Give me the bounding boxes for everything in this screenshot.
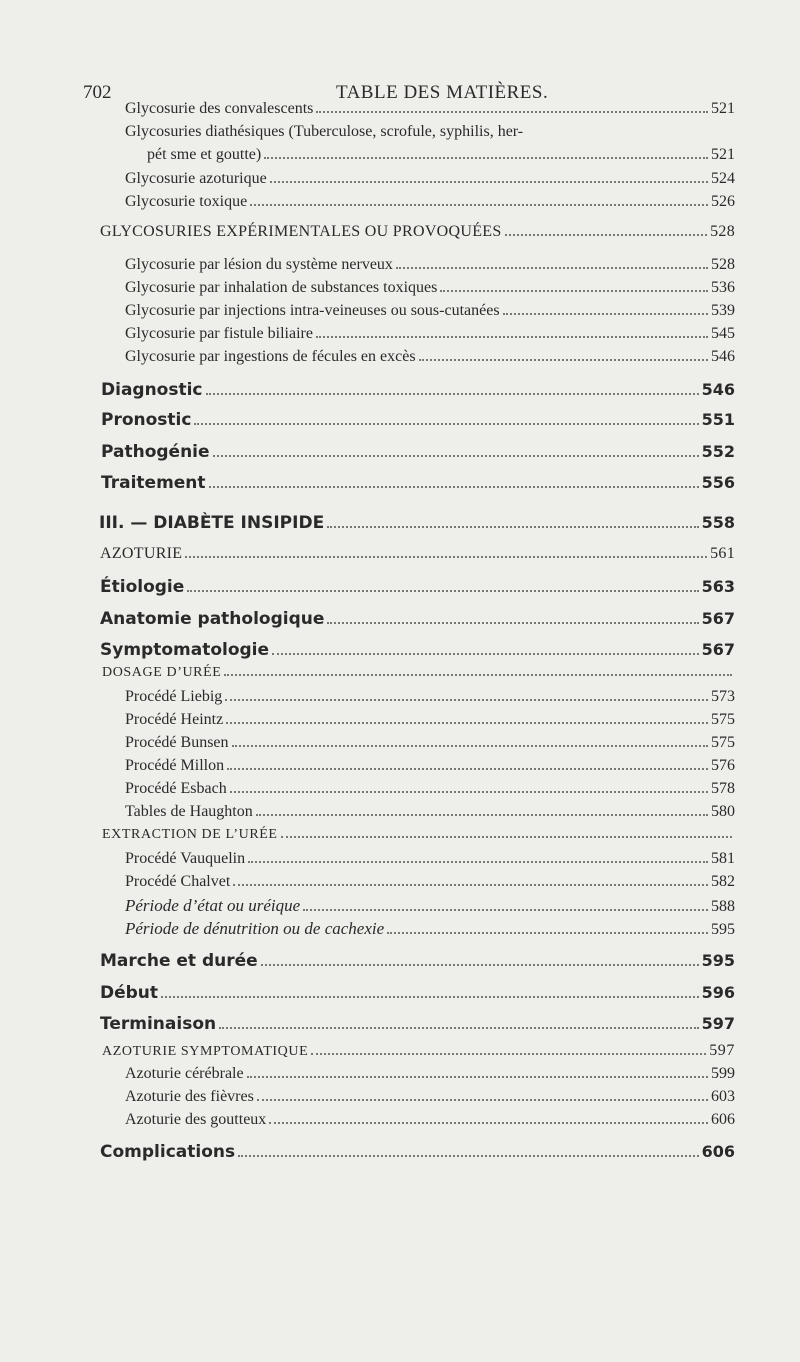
leader-dots (316, 336, 708, 338)
toc-entry[interactable]: Glycosurie par inhalation de substances toxiques 536 (125, 279, 735, 296)
leader-dots (387, 932, 708, 934)
toc-section-heading[interactable]: GLYCOSURIES EXPÉRIMENTALES OU PROVOQUÉES 528 (100, 223, 735, 240)
toc-entry[interactable]: Azoturie cérébrale 599 (125, 1065, 735, 1082)
leader-dots (206, 393, 699, 395)
running-title: TABLE DES MATIÈRES. (336, 82, 549, 103)
toc-entry[interactable]: pét sme et goutte) 521 (147, 146, 735, 163)
toc-entry[interactable]: Glycosurie toxique 526 (125, 193, 735, 210)
toc-chapter-heading[interactable]: III. — DIABÈTE INSIPIDE 558 (99, 513, 735, 533)
leader-dots (419, 359, 708, 361)
leader-dots (225, 699, 708, 701)
leader-dots (396, 267, 708, 269)
leader-dots (194, 423, 698, 425)
leader-dots (226, 722, 708, 724)
toc-bold-entry[interactable]: Traitement 556 (101, 473, 735, 493)
toc-entry[interactable]: Procédé Esbach 578 (125, 780, 735, 797)
toc-entry[interactable]: Procédé Heintz 575 (125, 711, 735, 728)
toc-italic-entry[interactable]: Période de dénutrition ou de cachexie 595 (125, 919, 735, 938)
toc-entry[interactable]: Procédé Bunsen 575 (125, 734, 735, 751)
toc-entry[interactable]: Glycosurie par ingestions de fécules en excès 546 (125, 348, 735, 365)
leader-dots (269, 1122, 708, 1124)
toc-entry[interactable]: Azoturie des fièvres 603 (125, 1088, 735, 1105)
leader-dots (219, 1027, 698, 1029)
toc-bold-entry[interactable]: Complications 606 (100, 1142, 735, 1162)
leader-dots (224, 674, 732, 676)
leader-dots (257, 1099, 708, 1101)
leader-dots (505, 234, 708, 236)
toc-entry[interactable]: Azoturie des goutteux 606 (125, 1111, 735, 1128)
toc-bold-entry[interactable]: Pronostic 551 (101, 410, 735, 430)
leader-dots (250, 204, 708, 206)
leader-dots (185, 556, 707, 558)
toc-entry[interactable]: Glycosurie par injections intra-veineuses ou sous-cutanées 539 (125, 302, 735, 319)
leader-dots (303, 909, 708, 911)
leader-dots (316, 111, 708, 113)
toc-bold-entry[interactable]: Symptomatologie 567 (100, 640, 735, 660)
toc-entry[interactable]: Glycosurie par lésion du système nerveux 528 (125, 256, 735, 273)
toc-entry[interactable]: Procédé Vauquelin 581 (125, 850, 735, 867)
leader-dots (233, 884, 708, 886)
leader-dots (272, 653, 699, 655)
leader-dots (230, 791, 708, 793)
toc-bold-entry[interactable]: Début 596 (100, 983, 735, 1003)
toc-bold-entry[interactable]: Diagnostic 546 (101, 380, 735, 400)
leader-dots (311, 1053, 706, 1055)
leader-dots (256, 814, 708, 816)
leader-dots (503, 313, 708, 315)
leader-dots (327, 622, 698, 624)
toc-entry[interactable]: Glycosurie azoturique 524 (125, 170, 735, 187)
leader-dots (440, 290, 708, 292)
leader-dots (270, 181, 708, 183)
toc-entry[interactable]: Glycosurie par fistule biliaire 545 (125, 325, 735, 342)
toc-entry[interactable]: Tables de Haughton 580 (125, 803, 735, 820)
leader-dots (232, 745, 708, 747)
toc-bold-entry[interactable]: Anatomie pathologique 567 (100, 609, 735, 629)
toc-entry[interactable]: Procédé Millon 576 (125, 757, 735, 774)
leader-dots (261, 964, 699, 966)
toc-section-heading[interactable]: AZOTURIE 561 (100, 545, 735, 562)
page-number: 702 (83, 82, 112, 103)
leader-dots (264, 157, 708, 159)
leader-dots (187, 590, 698, 592)
leader-dots (209, 486, 699, 488)
toc-bold-entry[interactable]: Marche et durée 595 (100, 951, 735, 971)
leader-dots (213, 455, 699, 457)
leader-dots (248, 861, 708, 863)
leader-dots (327, 526, 698, 528)
toc-bold-entry[interactable]: Étiologie 563 (100, 577, 735, 597)
toc-entry[interactable]: Procédé Liebig 573 (125, 688, 735, 705)
toc-subsection-heading[interactable]: DOSAGE D’URÉE (102, 665, 735, 681)
toc-entry[interactable]: Glycosurie des convalescents 521 (125, 100, 735, 117)
toc-subsection-heading[interactable]: EXTRACTION DE L’URÉE (102, 827, 735, 843)
leader-dots (238, 1155, 698, 1157)
leader-dots (227, 768, 708, 770)
toc-entry-continued: Glycosuries diathésiques (Tuberculose, scrofule, syphilis, her- (125, 123, 524, 140)
leader-dots (161, 996, 699, 998)
toc-subsection-heading[interactable]: AZOTURIE SYMPTOMATIQUE 597 (102, 1042, 735, 1059)
toc-bold-entry[interactable]: Pathogénie 552 (101, 442, 735, 462)
toc-italic-entry[interactable]: Période d’état ou uréique 588 (125, 896, 735, 915)
leader-dots (247, 1076, 708, 1078)
toc-bold-entry[interactable]: Terminaison 597 (100, 1014, 735, 1034)
toc-entry[interactable]: Procédé Chalvet 582 (125, 873, 735, 890)
leader-dots (281, 836, 732, 838)
